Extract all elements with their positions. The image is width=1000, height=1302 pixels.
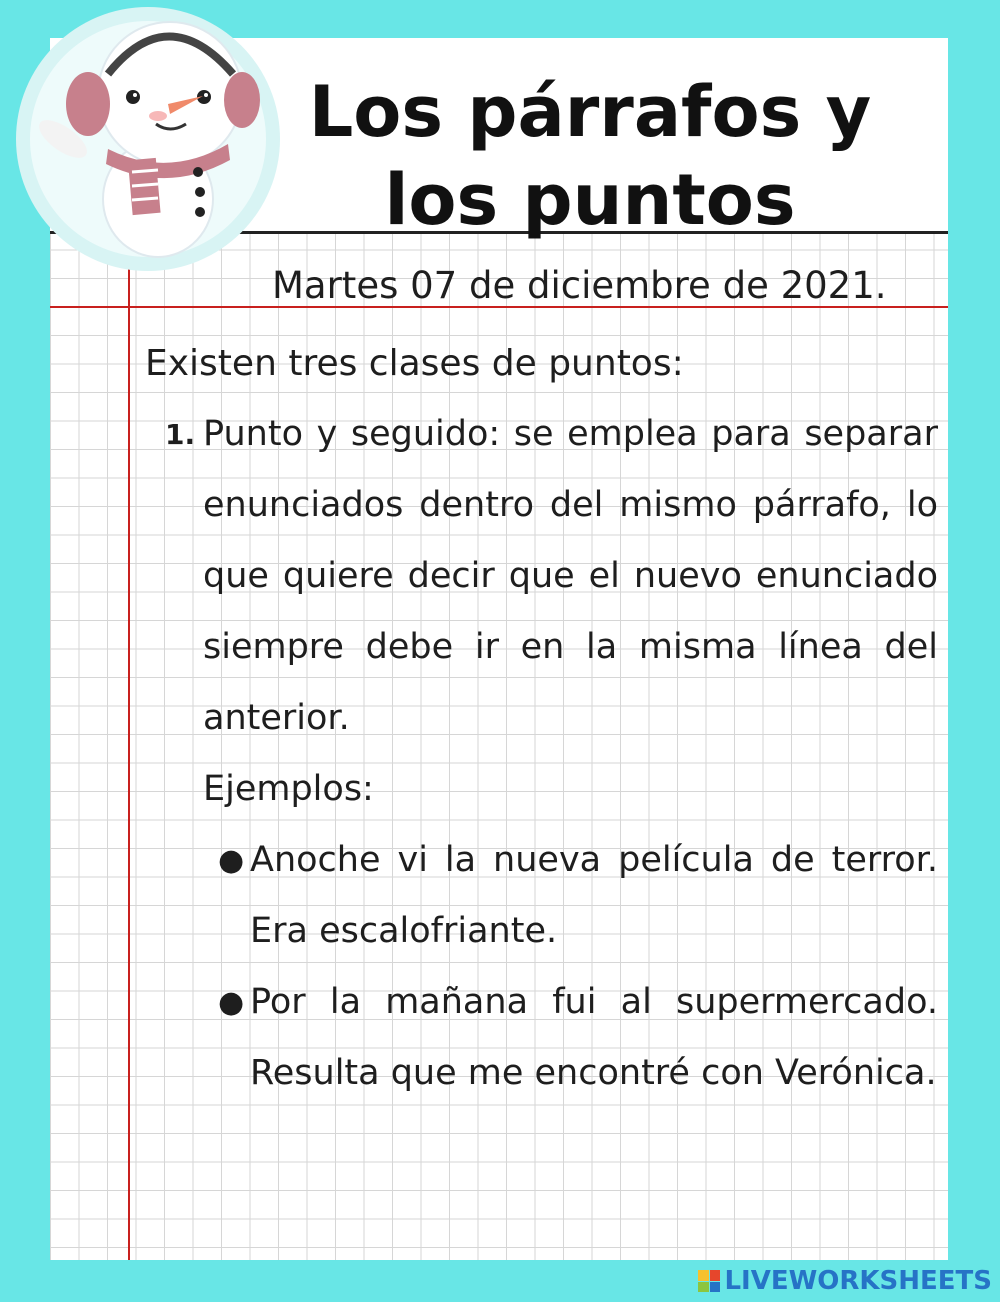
- title-line-1: Los párrafos y: [308, 71, 872, 153]
- title-line-2: los puntos: [384, 159, 796, 241]
- date-line: Martes 07 de diciembre de 2021.: [272, 264, 887, 307]
- intro-text: Existen tres clases de puntos:: [145, 343, 684, 384]
- example-text: Anoche vi la nueva película de terror. Era escalofriante.: [250, 840, 938, 951]
- liveworksheets-brand[interactable]: [698, 1266, 992, 1296]
- page-title: [240, 68, 940, 244]
- bullet-icon: ●: [218, 985, 245, 1020]
- margin-line-vertical: [128, 233, 130, 1260]
- list-number: 1.: [165, 418, 196, 451]
- liveworksheets-logo-icon: [698, 1270, 720, 1292]
- examples-label: Ejemplos:: [203, 769, 374, 809]
- brand-text: LIVEWORKSHEETS: [724, 1266, 992, 1296]
- bullet-icon: ●: [218, 843, 245, 878]
- definition-text: Punto y seguido: se emplea para separar enunciados dentro del mismo párrafo, lo que quiere decir que el nuevo enunciado siempre debe ir en la misma línea del anterior.: [203, 414, 938, 738]
- example-text: Por la mañana fui al supermercado. Resulta que me encontré con Verónica.: [250, 982, 938, 1093]
